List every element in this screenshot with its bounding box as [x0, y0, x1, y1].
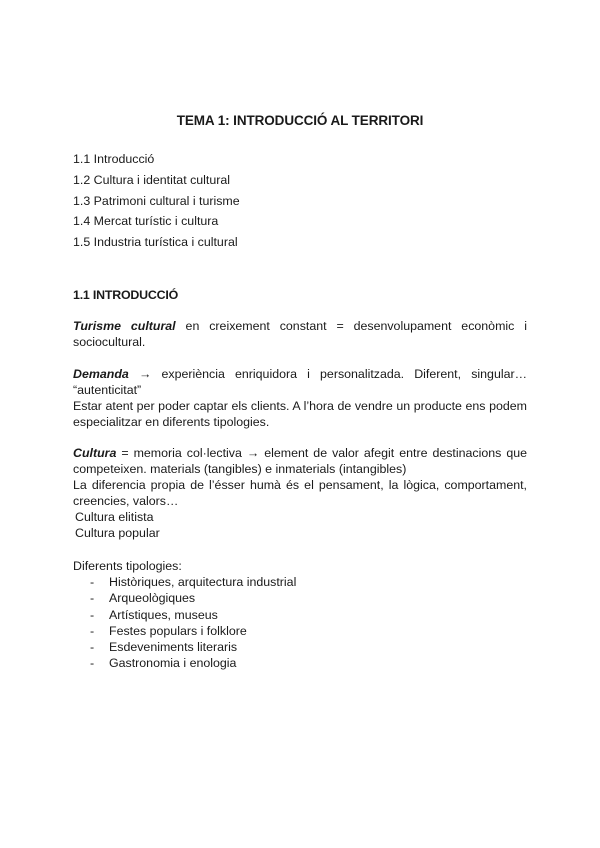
- tipologies-list: [73, 574, 527, 672]
- paragraph-line: Cultura elitista: [75, 510, 154, 524]
- paragraph-line: competeixen. materials (tangibles) e inmaterials (intangibles): [73, 462, 407, 476]
- list-item: [73, 574, 527, 590]
- toc-item: 1.4 Mercat turístic i cultura: [73, 214, 219, 229]
- paragraph-line: [73, 445, 527, 461]
- toc-item: 1.3 Patrimoni cultural i turisme: [73, 193, 240, 208]
- list-item-text: Festes populars i folklore: [109, 623, 247, 638]
- table-of-contents: [73, 151, 527, 255]
- paragraph-line: Estar atent per poder captar els clients. A l’hora de vendre un producte ens podem: [73, 399, 527, 413]
- dash-bullet: -: [90, 656, 95, 671]
- paragraph-turisme: [73, 318, 527, 350]
- list-item-text: Històriques, arquitectura industrial: [109, 575, 297, 589]
- tipologies-section: [73, 558, 527, 672]
- dash-bullet: -: [90, 640, 95, 655]
- text: → experiència enriquidora i personalitzada. Diferent, singular…: [138, 367, 527, 381]
- paragraph-line: Cultura popular: [75, 526, 160, 540]
- paragraph-line: especialitzar en diferents tipologies.: [73, 415, 270, 429]
- toc-item: 1.5 Industria turística i cultural: [73, 235, 238, 250]
- paragraph-line: “autenticitat”: [73, 383, 142, 397]
- toc-item: 1.2 Cultura i identitat cultural: [73, 172, 231, 187]
- list-item: [73, 590, 527, 606]
- text: en creixement constant = desenvolupament econòmic i: [185, 319, 527, 333]
- paragraph-demanda: [73, 366, 527, 430]
- paragraph-line: La diferencia propia de l’ésser humà és el pensament, la lògica, comportament,: [73, 478, 527, 492]
- list-item-text: Arqueològiques: [109, 591, 196, 606]
- page-title: TEMA 1: INTRODUCCIÓ AL TERRITORI: [176, 113, 424, 128]
- dash-bullet: -: [90, 575, 95, 589]
- paragraph-line: sociocultural.: [73, 335, 146, 349]
- term-turisme: Turisme cultural: [73, 319, 176, 333]
- list-item: [73, 607, 527, 623]
- list-item-text: Esdeveniments literaris: [109, 640, 238, 655]
- paragraph-line: [73, 318, 527, 334]
- toc-item: 1.1 Introducció: [73, 152, 155, 166]
- text: = memoria col·lectiva → element de valor afegit entre destinacions que: [121, 446, 527, 460]
- dash-bullet: -: [90, 623, 95, 638]
- list-item: [73, 623, 527, 639]
- paragraph-line: [73, 366, 527, 382]
- term-demanda: Demanda: [73, 367, 129, 381]
- tipologies-heading: Diferents tipologies:: [73, 559, 182, 573]
- paragraph-line: creencies, valors…: [73, 494, 179, 508]
- dash-bullet: -: [90, 591, 95, 606]
- list-item-text: Gastronomia i enologia: [109, 656, 237, 671]
- list-item: [73, 639, 527, 655]
- paragraph-cultura: [73, 445, 527, 541]
- section-heading: 1.1 INTRODUCCIÓ: [73, 288, 179, 302]
- dash-bullet: -: [90, 607, 95, 622]
- list-item-text: Artístiques, museus: [109, 607, 218, 622]
- list-item: [73, 655, 527, 671]
- term-cultura: Cultura: [73, 446, 117, 460]
